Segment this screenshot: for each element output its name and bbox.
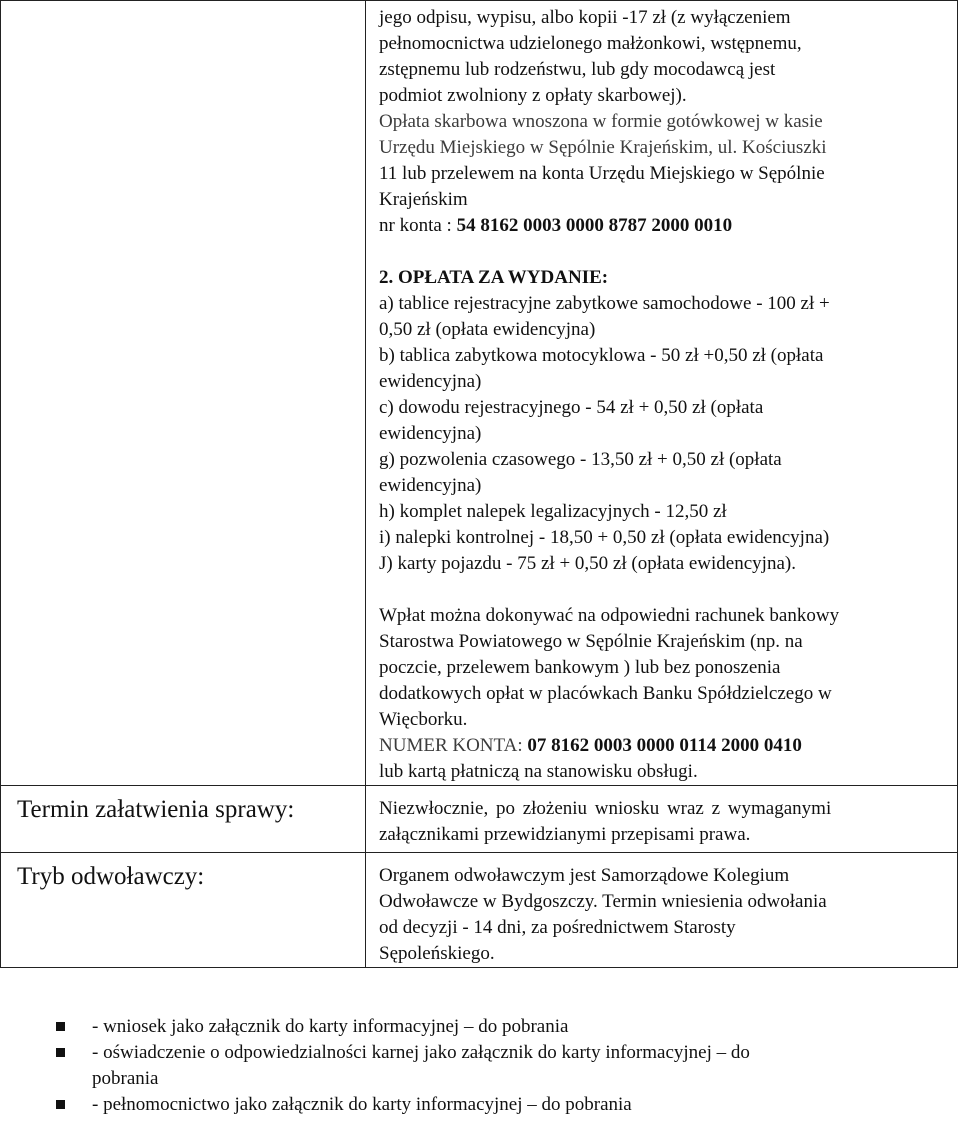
- attachments-list: [0, 1014, 958, 1118]
- fee-item: h) komplet nalepek legalizacyjnych - 12,50 zł: [379, 501, 727, 522]
- account-label: nr konta :: [379, 215, 457, 236]
- fees-left-cell: [1, 1, 366, 786]
- text-line: Więcborku.: [379, 709, 468, 730]
- payment-info: [379, 603, 949, 785]
- appeal-label-cell: [1, 853, 366, 968]
- text-line: Odwoławcze w Bydgoszczy. Termin wniesienia odwołania: [379, 891, 827, 912]
- list-item: [0, 1092, 958, 1118]
- appeal-row: [1, 853, 958, 968]
- stamp-duty-text: [379, 5, 949, 239]
- account-number-line: [379, 213, 949, 239]
- fee-heading: 2. OPŁATA ZA WYDANIE:: [379, 267, 609, 288]
- deadline-row: [1, 786, 958, 853]
- text-line: jego odpisu, wypisu, albo kopii -17 zł (z wyłączeniem: [379, 7, 791, 28]
- fee-section: [379, 265, 949, 577]
- square-bullet-icon: [56, 1048, 65, 1057]
- text-line: 11 lub przelewem na konta Urzędu Miejskiego w Sępólnie: [379, 163, 825, 184]
- fee-item: c) dowodu rejestracyjnego - 54 zł + 0,50 zł (opłata: [379, 397, 764, 418]
- text-line: podmiot zwolniony z opłaty skarbowej).: [379, 85, 687, 106]
- square-bullet-icon: [56, 1100, 65, 1109]
- text-line: dodatkowych opłat w placówkach Banku Spółdzielczego w: [379, 683, 832, 704]
- text-line: Organem odwoławczym jest Samorządowe Kolegium: [379, 865, 790, 886]
- account-number-line: [379, 733, 949, 759]
- attachment-text: - oświadczenie o odpowiedzialności karnej jako załącznik do karty informacyjnej – do: [92, 1042, 750, 1063]
- deadline-label: Termin załatwienia sprawy:: [17, 796, 295, 823]
- text-line: pełnomocnictwa udzielonego małżonkowi, wstępnemu,: [379, 33, 802, 54]
- fee-item: b) tablica zabytkowa motocyklowa - 50 zł +0,50 zł (opłata: [379, 345, 824, 366]
- text-line: Sępoleńskiego.: [379, 943, 495, 964]
- fee-item: ewidencyjna): [379, 423, 482, 444]
- text-line: Krajeńskim: [379, 189, 468, 210]
- account-number: 07 8162 0003 0000 0114 2000 0410: [527, 735, 802, 756]
- text-line: Starostwa Powiatowego w Sępólnie Krajeńskim (np. na: [379, 631, 803, 652]
- attachment-text: - pełnomocnictwo jako załącznik do karty informacyjnej – do pobrania: [92, 1094, 632, 1115]
- account-label: NUMER KONTA:: [379, 735, 528, 756]
- text-line: Wpłat można dokonywać na odpowiedni rachunek bankowy: [379, 605, 840, 626]
- fee-item: ewidencyjna): [379, 371, 482, 392]
- fees-row: [1, 1, 958, 786]
- text-line: poczcie, przelewem bankowym ) lub bez ponoszenia: [379, 657, 781, 678]
- fee-item: a) tablice rejestracyjne zabytkowe samochodowe - 100 zł +: [379, 293, 830, 314]
- text-line: lub kartą płatniczą na stanowisku obsługi.: [379, 761, 698, 782]
- fee-item: i) nalepki kontrolnej - 18,50 + 0,50 zł (opłata ewidencyjna): [379, 527, 830, 548]
- text-line: załącznikami przewidzianymi przepisami prawa.: [379, 824, 751, 845]
- deadline-value-cell: [366, 786, 958, 853]
- text-line: Opłata skarbowa wnoszona w formie gotówkowej w kasie: [379, 111, 823, 132]
- attachment-text: pobrania: [92, 1068, 159, 1089]
- square-bullet-icon: [56, 1022, 65, 1031]
- text-line: od decyzji - 14 dni, za pośrednictwem Starosty: [379, 917, 736, 938]
- appeal-label: Tryb odwoławczy:: [17, 863, 205, 890]
- list-item: [0, 1040, 958, 1092]
- text-line: Urzędu Miejskiego w Sępólnie Krajeńskim, ul. Kościuszki: [379, 137, 827, 158]
- account-number: 54 8162 0003 0000 8787 2000 0010: [456, 215, 733, 236]
- text-line: zstępnemu lub rodzeństwu, lub gdy mocodawcą jest: [379, 59, 776, 80]
- fee-item: g) pozwolenia czasowego - 13,50 zł + 0,50 zł (opłata: [379, 449, 782, 470]
- fees-right-cell: [366, 1, 958, 786]
- fee-item: 0,50 zł (opłata ewidencyjna): [379, 319, 596, 340]
- text-line: Niezwłocznie, po złożeniu wniosku wraz z wymaganymi: [379, 798, 832, 819]
- fee-item: J) karty pojazdu - 75 zł + 0,50 zł (opłata ewidencyjna).: [379, 553, 796, 574]
- appeal-value-cell: [366, 853, 958, 968]
- deadline-label-cell: [1, 786, 366, 853]
- list-item: [0, 1014, 958, 1040]
- attachment-text: - wniosek jako załącznik do karty informacyjnej – do pobrania: [92, 1016, 569, 1037]
- fee-item: ewidencyjna): [379, 475, 482, 496]
